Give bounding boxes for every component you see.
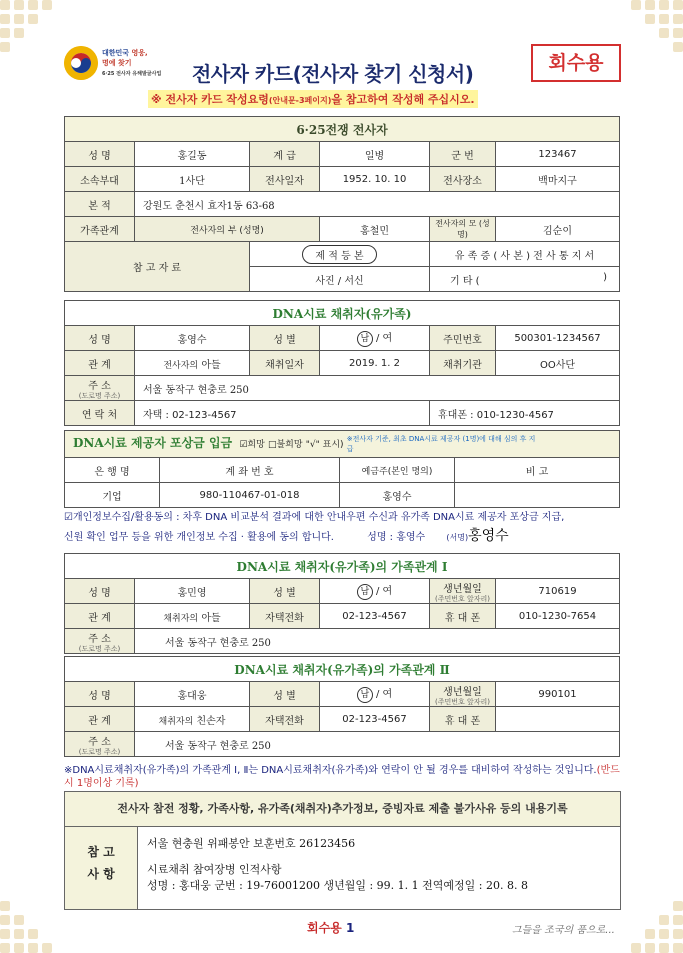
birth-label: 생년월일 (주민번호 앞자리): [430, 579, 496, 604]
f2-sex[interactable]: 남 / 여: [320, 682, 430, 707]
family-label: 가족관계: [65, 217, 135, 242]
reward-wish-checkbox[interactable]: ☑희망: [239, 440, 265, 450]
slogan: 그들을 조국의 품으로...: [512, 925, 615, 936]
dna-donor-table: [64, 300, 620, 426]
section-title: DNA시료 채취자(유가족)의 가족관계 Ⅰ: [65, 554, 620, 579]
family-relation-2-table: [64, 656, 620, 757]
donor-name[interactable]: 홍영수: [135, 326, 250, 351]
remark-label: 비 고: [455, 458, 620, 483]
section-title: DNA시료 채취자(유가족)의 가족관계 Ⅱ: [65, 657, 620, 682]
f2-mobile[interactable]: [496, 707, 620, 732]
unit-label: 소속부대: [65, 167, 135, 192]
donor-resident-number[interactable]: 500301-1234567: [496, 326, 620, 351]
relation-label: 관 계: [65, 351, 135, 376]
mobile-label: 휴 대 폰: [430, 707, 496, 732]
contact-label: 연 락 처: [65, 401, 135, 426]
donor-address[interactable]: 서울 동작구 현충로 250: [135, 376, 620, 401]
f2-address[interactable]: 서울 동작구 현충로 250: [135, 732, 620, 757]
address-label: 주 소 (도로명 주소): [65, 376, 135, 401]
registered-domicile[interactable]: 강원도 춘천시 효자1동 63-68: [135, 192, 620, 217]
home-phone[interactable]: 자택 : 02-123-4567: [135, 401, 430, 426]
f1-sex[interactable]: 남 / 여: [320, 579, 430, 604]
reward-bank-table: [64, 430, 620, 508]
home-tel-label: 자택전화: [250, 707, 320, 732]
address-label: 주 소 (도로명 주소): [65, 629, 135, 654]
remark[interactable]: [455, 483, 620, 508]
privacy-consent: ☑개인정보수집/활용동의 : 차후 DNA 비교분석 결과에 대한 안내우편 수신과 유가족 DNA시료 제공자 포상금 지급, 신원 확인 업무 등을 위한 개인정보 수집 · 활용에 동의 합니다. 성명 : 홍영수 (서명)홍영수: [64, 509, 620, 547]
collection-date-label: 채취일자: [250, 351, 320, 376]
account-number[interactable]: 980-110467-01-018: [160, 483, 340, 508]
reward-header: DNA시료 제공자 포상금 입금 ☑희망 □불희망 "√" 표시) ※전사자 기준, 최초 DNA시료 제공자 (1명)에 대해 심의 후 지급: [65, 431, 620, 458]
ref-family-register[interactable]: 제 적 등 본: [302, 245, 376, 264]
page-footer: 회수용 1: [307, 921, 355, 935]
donor-sex[interactable]: 남 / 여: [320, 326, 430, 351]
father-label: 전사자의 부 (성명): [135, 217, 320, 242]
name-label: 성 명: [65, 682, 135, 707]
additional-notes-box: [64, 791, 621, 910]
f1-birth[interactable]: 710619: [496, 579, 620, 604]
return-copy-stamp: 회수용: [531, 44, 621, 82]
collection-date[interactable]: 2019. 1. 2: [320, 351, 430, 376]
sex-label: 성 별: [250, 579, 320, 604]
family-relation-1-table: [64, 553, 620, 654]
bank-label: 은 행 명: [65, 458, 160, 483]
reference-materials-label: 참 고 자 료: [65, 242, 250, 292]
f1-mobile[interactable]: 010-1230-7654: [496, 604, 620, 629]
home-tel-label: 자택전화: [250, 604, 320, 629]
unit[interactable]: 1사단: [135, 167, 250, 192]
account-label: 계 좌 번 호: [160, 458, 340, 483]
bank-name[interactable]: 기업: [65, 483, 160, 508]
consent-checkbox[interactable]: ☑개인정보수집/활용동의 : 차후 DNA 비교분석 결과에 대한 안내우편 수신과 유가족 DNA시료 제공자 포상금 지급,: [64, 512, 565, 523]
notes-label: 참 고 사 항: [65, 827, 138, 909]
account-holder[interactable]: 홍영수: [340, 483, 455, 508]
holder-label: 예금주(본인 명의): [340, 458, 455, 483]
mobile-label: 휴 대 폰: [430, 604, 496, 629]
relation-label: 관 계: [65, 707, 135, 732]
death-place[interactable]: 백마지구: [496, 167, 620, 192]
f1-address[interactable]: 서울 동작구 현충로 250: [135, 629, 620, 654]
sex-label: 성 별: [250, 682, 320, 707]
signature[interactable]: 홍영수: [468, 528, 509, 544]
birth-label: 생년월일 (주민번호 앞자리): [430, 682, 496, 707]
family-footnote: ※DNA시료채취자(유가족)의 가족관계 Ⅰ, Ⅱ는 DNA시료채취자(유가족)와 연락이 안 될 경우를 대비하여 작성하는 것입니다.(반드시 1명이상 기록): [64, 765, 620, 789]
f2-birth[interactable]: 990101: [496, 682, 620, 707]
section-title: 6·25전쟁 전사자: [65, 117, 620, 142]
name-label: 성 명: [65, 579, 135, 604]
donor-relation[interactable]: 전사자의 아들: [135, 351, 250, 376]
death-date[interactable]: 1952. 10. 10: [320, 167, 430, 192]
name-label: 성 명: [65, 326, 135, 351]
taegeuk-emblem-icon: [64, 46, 98, 80]
logo-text: 대한민국 영웅, 명예 찾기 6·25 전사자 유해발굴사업: [102, 49, 162, 77]
page-title: 전사자 카드(전사자 찾기 신청서): [192, 62, 474, 86]
f2-home-tel[interactable]: 02-123-4567: [320, 707, 430, 732]
f1-name[interactable]: 홍민영: [135, 579, 250, 604]
address-label: 주 소 (도로명 주소): [65, 732, 135, 757]
f1-home-tel[interactable]: 02-123-4567: [320, 604, 430, 629]
ref-other[interactable]: 기 타 ( ): [430, 267, 620, 292]
soldier-name[interactable]: 홍길동: [135, 142, 250, 167]
notes-heading: 전사자 참전 정황, 가족사항, 유가족(채취자)추가정보, 증빙자료 제출 불가사유 등의 내용기록: [65, 792, 620, 827]
ref-bereaved-cert[interactable]: 유 족 증 ( 사 본 ): [454, 250, 530, 262]
consent-signer-name[interactable]: 홍영수: [396, 532, 426, 543]
father-name[interactable]: 홍철민: [320, 217, 430, 242]
mother-name[interactable]: 김순이: [496, 217, 620, 242]
ref-death-notice[interactable]: 전 사 통 지 서: [533, 250, 595, 262]
notes-content[interactable]: 서울 현충원 위패봉안 보훈번호 26123456 시료채취 참여장병 인적사항 성명 : 홍대웅 군번 : 19-76001200 생년월일 : 99. 1. 1 전역예정일 : 20. 8. 8: [147, 837, 528, 892]
mother-label: 전사자의 모 (성명): [430, 217, 496, 242]
logo: [64, 44, 184, 84]
soldier-rank[interactable]: 일병: [320, 142, 430, 167]
collection-org-label: 채취기관: [430, 351, 496, 376]
registered-domicile-label: 본 적: [65, 192, 135, 217]
reward-nowish-checkbox[interactable]: □불희망: [267, 440, 303, 450]
death-place-label: 전사장소: [430, 167, 496, 192]
ref-photo-letter[interactable]: 사진 / 서신: [250, 267, 430, 292]
service-number[interactable]: 123467: [496, 142, 620, 167]
f2-relation[interactable]: 채취자의 친손자: [135, 707, 250, 732]
name-label: 성 명: [65, 142, 135, 167]
relation-label: 관 계: [65, 604, 135, 629]
section-title: DNA시료 채취자(유가족): [65, 301, 620, 326]
death-date-label: 전사일자: [250, 167, 320, 192]
instruction-notice: ※ 전사자 카드 작성요령(안내문-3페이지)을 참고하여 작성해 주십시오.: [148, 90, 478, 108]
fallen-soldier-table: [64, 116, 620, 292]
resident-number-label: 주민번호: [430, 326, 496, 351]
rank-label: 계 급: [250, 142, 320, 167]
mobile-phone[interactable]: 휴대폰 : 010-1230-4567: [430, 401, 620, 426]
collection-org[interactable]: OO사단: [496, 351, 620, 376]
sex-label: 성 별: [250, 326, 320, 351]
service-number-label: 군 번: [430, 142, 496, 167]
f1-relation[interactable]: 채취자의 아들: [135, 604, 250, 629]
f2-name[interactable]: 홍대웅: [135, 682, 250, 707]
